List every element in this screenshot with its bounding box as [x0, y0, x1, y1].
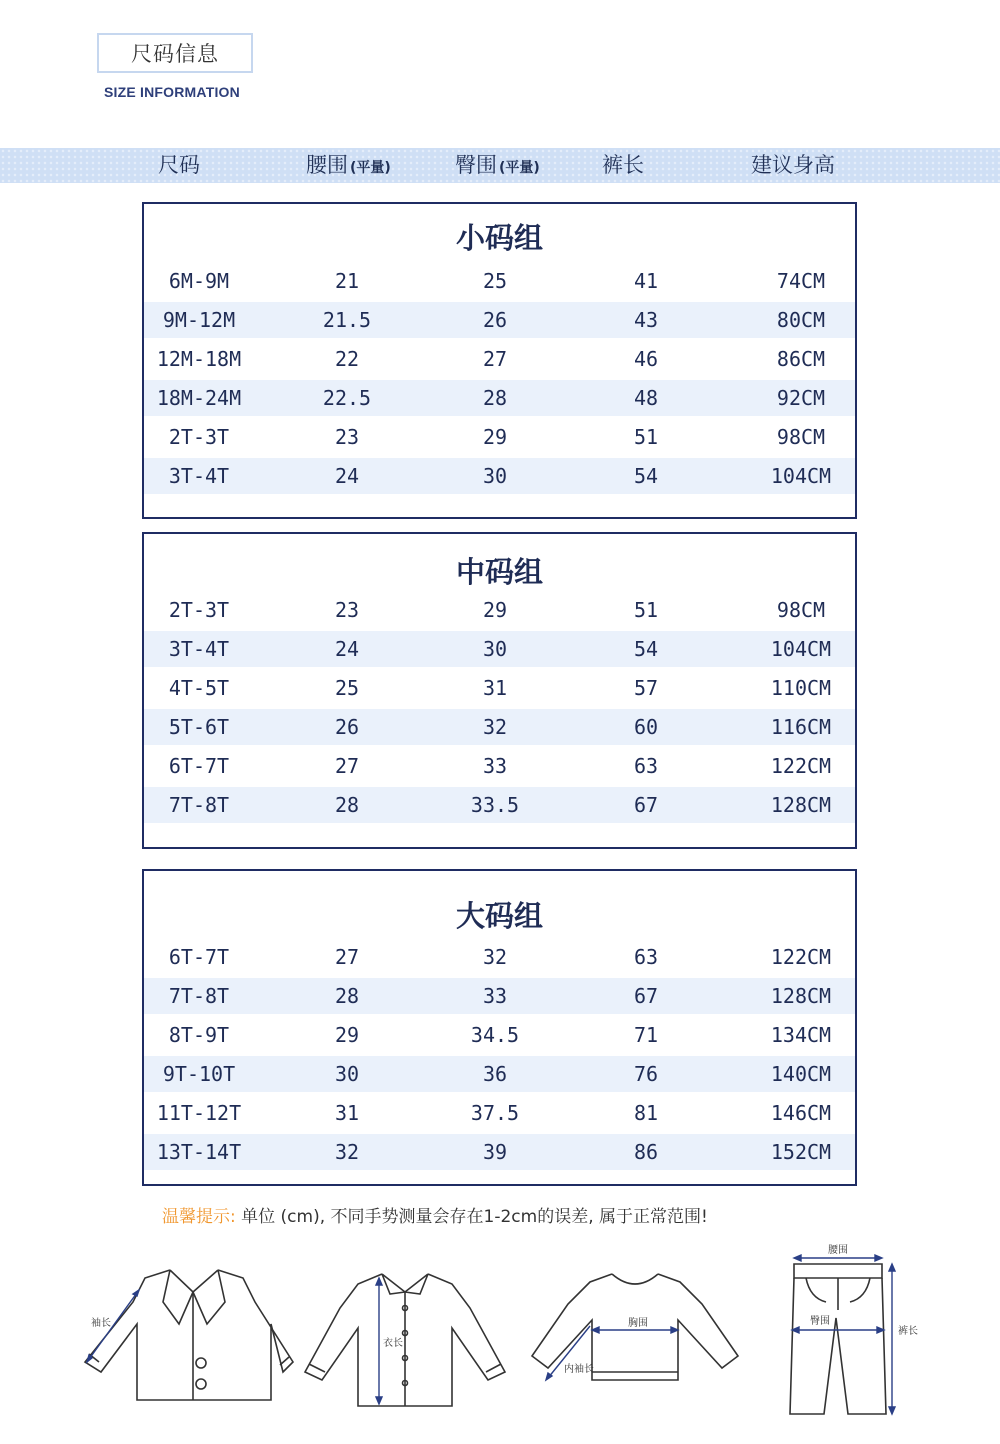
hip-cell: 33.5 — [470, 793, 520, 817]
size-group-medium — [142, 532, 857, 849]
waist-cell: 24 — [334, 637, 360, 661]
size-cell: 2T-3T — [168, 598, 230, 622]
column-header-height: 建议身高 — [751, 153, 835, 177]
jacket-button — [196, 1358, 206, 1368]
size-cell: 12M-18M — [156, 347, 242, 371]
column-header-hip-note: (平量) — [499, 160, 540, 176]
size-group-large — [142, 869, 857, 1186]
size-row — [144, 787, 855, 823]
waist-cell: 27 — [334, 754, 360, 778]
chest-label: 胸围 — [628, 1318, 648, 1329]
size-cell: 2T-3T — [168, 425, 230, 449]
length-cell: 71 — [633, 1023, 659, 1047]
arrow-head — [889, 1264, 895, 1271]
height-cell: 116CM — [770, 715, 832, 739]
hip-cell: 30 — [482, 464, 508, 488]
measurement-tip — [162, 1202, 708, 1227]
group-title: 小码组 — [455, 221, 543, 255]
waist-cell: 25 — [334, 676, 360, 700]
hip-cell: 27 — [482, 347, 508, 371]
size-row — [144, 263, 855, 299]
size-row — [144, 1056, 855, 1092]
size-row — [144, 1134, 855, 1170]
sweater-neckline — [612, 1274, 658, 1284]
size-cell: 13T-14T — [156, 1140, 242, 1164]
column-header-waist-label: 腰围 — [306, 153, 348, 177]
length-cell: 43 — [633, 308, 659, 332]
size-cell: 3T-4T — [168, 464, 230, 488]
length-cell: 86 — [633, 1140, 659, 1164]
height-cell: 152CM — [770, 1140, 832, 1164]
waist-cell: 23 — [334, 598, 360, 622]
shirt-diagram — [300, 1268, 515, 1410]
hip-cell: 37.5 — [470, 1101, 520, 1125]
height-cell: 98CM — [776, 598, 826, 622]
group-title: 大码组 — [455, 899, 543, 933]
length-cell: 63 — [633, 945, 659, 969]
body-length-label: 衣长 — [383, 1338, 403, 1349]
pants-waistband — [794, 1264, 882, 1278]
height-cell: 98CM — [776, 425, 826, 449]
size-row — [144, 302, 855, 338]
waist-cell: 30 — [334, 1062, 360, 1086]
hip-cell: 31 — [482, 676, 508, 700]
size-cell: 9M-12M — [162, 308, 236, 332]
size-cell: 8T-9T — [168, 1023, 230, 1047]
jacket-cuffs — [89, 1354, 289, 1365]
height-cell: 86CM — [776, 347, 826, 371]
size-row — [144, 458, 855, 494]
arrow-head — [592, 1327, 599, 1333]
length-cell: 54 — [633, 637, 659, 661]
size-cell: 7T-8T — [168, 984, 230, 1008]
arrow-head — [671, 1327, 678, 1333]
height-cell: 128CM — [770, 984, 832, 1008]
size-cell: 6T-7T — [168, 945, 230, 969]
height-cell: 104CM — [770, 637, 832, 661]
height-cell: 74CM — [776, 269, 826, 293]
column-header-band — [0, 148, 1000, 183]
size-row — [144, 670, 855, 706]
column-header-hip — [455, 148, 540, 183]
hip-cell: 33 — [482, 984, 508, 1008]
column-header-hip-label: 臀围 — [455, 153, 497, 177]
height-cell: 92CM — [776, 386, 826, 410]
arrow-head — [376, 1397, 382, 1404]
waist-cell: 32 — [334, 1140, 360, 1164]
waist-cell: 22 — [334, 347, 360, 371]
height-cell: 104CM — [770, 464, 832, 488]
size-cell: 3T-4T — [168, 637, 230, 661]
hip-cell: 30 — [482, 637, 508, 661]
hip-cell: 32 — [482, 945, 508, 969]
waist-cell: 24 — [334, 464, 360, 488]
height-cell: 80CM — [776, 308, 826, 332]
length-cell: 51 — [633, 598, 659, 622]
hip-cell: 28 — [482, 386, 508, 410]
pants-diagram — [780, 1238, 930, 1420]
sweater-diagram — [528, 1268, 743, 1386]
hip-cell: 39 — [482, 1140, 508, 1164]
size-row — [144, 592, 855, 628]
shirt-collar — [382, 1274, 428, 1294]
waist-label: 腰围 — [828, 1245, 848, 1256]
size-row — [144, 939, 855, 975]
height-cell: 128CM — [770, 793, 832, 817]
waist-cell: 21.5 — [322, 308, 372, 332]
height-cell: 110CM — [770, 676, 832, 700]
size-row — [144, 631, 855, 667]
arrow-head — [133, 1290, 139, 1296]
hip-cell: 29 — [482, 425, 508, 449]
size-cell: 5T-6T — [168, 715, 230, 739]
jacket-button — [196, 1379, 206, 1389]
height-cell: 134CM — [770, 1023, 832, 1047]
length-cell: 41 — [633, 269, 659, 293]
waist-cell: 22.5 — [322, 386, 372, 410]
height-cell: 140CM — [770, 1062, 832, 1086]
hip-cell: 29 — [482, 598, 508, 622]
section-title-box — [97, 33, 253, 73]
hip-cell: 33 — [482, 754, 508, 778]
size-row — [144, 419, 855, 455]
height-cell: 122CM — [770, 754, 832, 778]
size-row — [144, 1095, 855, 1131]
pants-length-label: 裤长 — [898, 1326, 918, 1337]
section-title: 尺码信息 — [131, 42, 219, 66]
size-row — [144, 380, 855, 416]
arrow-head — [376, 1278, 382, 1285]
height-cell: 146CM — [770, 1101, 832, 1125]
waist-cell: 28 — [334, 793, 360, 817]
section-subtitle: SIZE INFORMATION — [104, 84, 240, 100]
sleeve-label: 袖长 — [91, 1318, 111, 1329]
size-cell: 4T-5T — [168, 676, 230, 700]
column-header-waist — [306, 148, 391, 183]
group-title: 中码组 — [455, 555, 543, 589]
waist-cell: 29 — [334, 1023, 360, 1047]
hip-cell: 25 — [482, 269, 508, 293]
jacket-collar — [170, 1270, 218, 1292]
size-row — [144, 341, 855, 377]
length-cell: 54 — [633, 464, 659, 488]
size-cell: 6T-7T — [168, 754, 230, 778]
size-row — [144, 709, 855, 745]
waist-cell: 21 — [334, 269, 360, 293]
waist-cell: 31 — [334, 1101, 360, 1125]
waist-cell: 26 — [334, 715, 360, 739]
length-cell: 67 — [633, 793, 659, 817]
hip-cell: 34.5 — [470, 1023, 520, 1047]
hip-label: 臀围 — [810, 1316, 830, 1327]
jacket-outline — [85, 1270, 293, 1400]
size-row — [144, 978, 855, 1014]
size-cell: 11T-12T — [156, 1101, 242, 1125]
hip-cell: 32 — [482, 715, 508, 739]
inner-sleeve-label: 内袖长 — [564, 1364, 594, 1375]
height-cell: 122CM — [770, 945, 832, 969]
hip-cell: 36 — [482, 1062, 508, 1086]
arrow-head — [889, 1407, 895, 1414]
length-cell: 81 — [633, 1101, 659, 1125]
length-cell: 63 — [633, 754, 659, 778]
column-header-length: 裤长 — [602, 153, 644, 177]
size-cell: 9T-10T — [162, 1062, 236, 1086]
length-cell: 46 — [633, 347, 659, 371]
size-cell: 7T-8T — [168, 793, 230, 817]
hip-cell: 26 — [482, 308, 508, 332]
waist-cell: 27 — [334, 945, 360, 969]
size-cell: 6M-9M — [168, 269, 230, 293]
tip-text: 单位 (cm), 不同手势测量会存在1-2cm的误差, 属于正常范围! — [235, 1207, 708, 1227]
length-cell: 67 — [633, 984, 659, 1008]
waist-cell: 23 — [334, 425, 360, 449]
column-header-waist-note: (平量) — [350, 160, 391, 176]
length-cell: 76 — [633, 1062, 659, 1086]
length-cell: 51 — [633, 425, 659, 449]
column-header-size: 尺码 — [158, 153, 200, 177]
arrow-head — [875, 1255, 882, 1261]
size-row — [144, 1017, 855, 1053]
size-cell: 18M-24M — [156, 386, 242, 410]
jacket-diagram — [75, 1262, 295, 1407]
size-group-small — [142, 202, 857, 519]
length-cell: 60 — [633, 715, 659, 739]
waist-cell: 28 — [334, 984, 360, 1008]
length-cell: 48 — [633, 386, 659, 410]
size-row — [144, 748, 855, 784]
tip-label: 温馨提示: — [162, 1207, 236, 1227]
length-cell: 57 — [633, 676, 659, 700]
arrow-head — [794, 1255, 801, 1261]
